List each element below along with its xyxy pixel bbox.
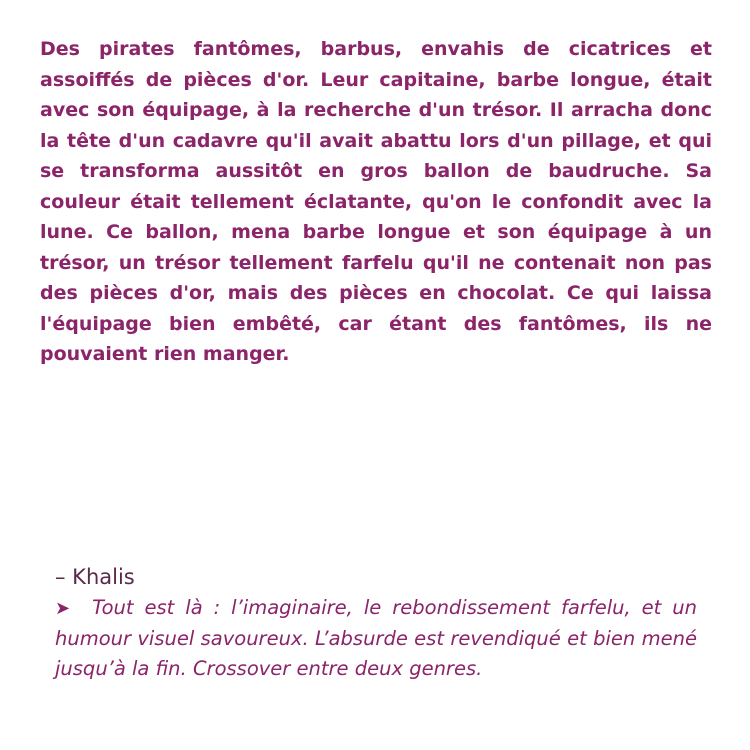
review-author: – Khalis: [55, 565, 135, 589]
arrow-icon: ➤: [55, 598, 71, 619]
story-paragraph: Des pirates fantômes, barbus, envahis de cicatrices et assoiffés de pièces d'or. Leur capitaine, barbe longue, était avec son équipage, à la recherche d'un trésor. Il arracha donc la tête d'un cadavre qu'il avait abattu lors d'un pillage, et qui se transforma aussitôt en gros ballon de baudruche. Sa couleur était tellement éclatante, qu'on le confondit avec la lune. Ce ballon, mena barbe longue et son équipage à un trésor, un trésor tellement farfelu qu'il ne contenait non pas des pièces d'or, mais des pièces en chocolat. Ce qui laissa l'équipage bien embêté, car étant des fantômes, ils ne pouvaient rien manger.: [40, 38, 712, 365]
review-comment-text: Tout est là : l’imaginaire, le rebondissement farfelu, et un humour visuel savoureux. L’absurde est revendiqué et bien mené jusqu’à la fin. Crossover entre deux genres.: [55, 596, 697, 680]
review-block: [55, 563, 697, 684]
review-comment: [55, 593, 697, 684]
